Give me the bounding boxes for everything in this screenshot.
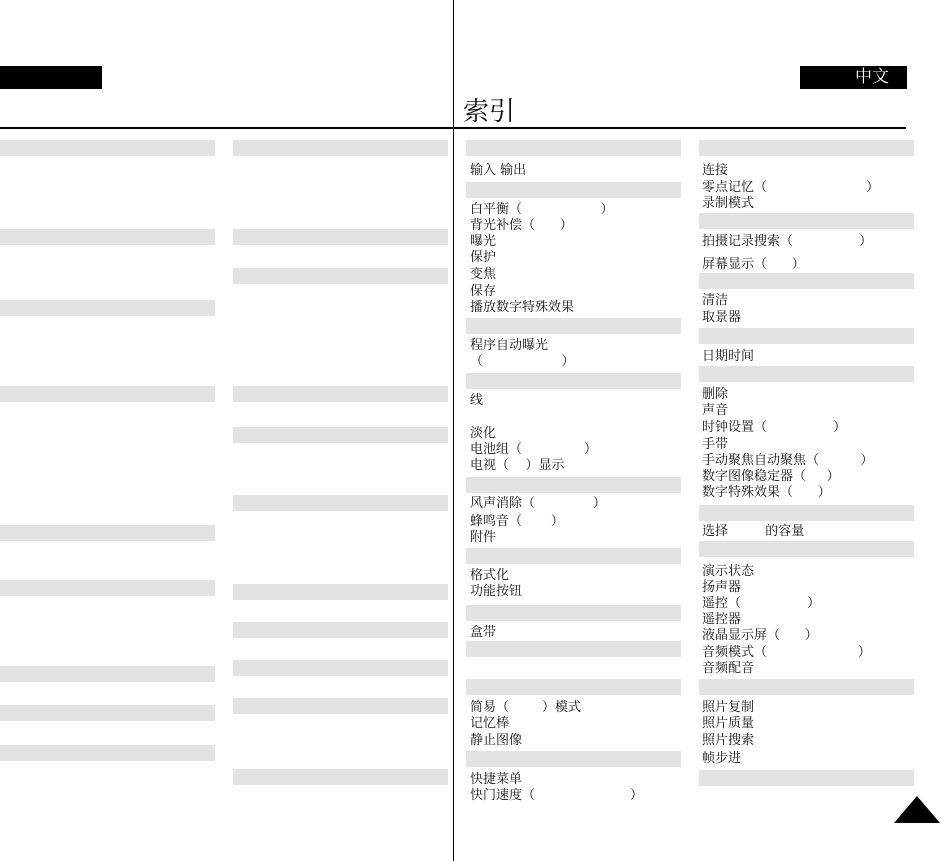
index-entry: 日期时间 xyxy=(702,349,755,364)
header-rule xyxy=(0,127,906,129)
index-entry: 保存 xyxy=(470,284,497,299)
index-entry: 手动聚焦自动聚焦（ ） xyxy=(702,453,874,468)
index-entry: 盒带 xyxy=(470,625,497,640)
index-letter-bar xyxy=(699,505,914,521)
index-letter-bar xyxy=(466,679,681,695)
index-entry: 白平衡（ ） xyxy=(470,202,614,217)
index-entry: 程序自动曝光 xyxy=(470,338,549,353)
center-divider xyxy=(453,0,454,861)
index-letter-bar xyxy=(233,140,448,156)
index-letter-bar xyxy=(699,770,914,786)
index-entry: 格式化 xyxy=(470,568,510,583)
index-entry: 线 xyxy=(470,393,484,408)
index-letter-bar xyxy=(0,745,215,761)
index-letter-bar xyxy=(233,769,448,785)
up-triangle-icon[interactable] xyxy=(894,796,940,823)
index-entry: 扬声器 xyxy=(702,580,742,595)
index-letter-bar xyxy=(233,268,448,284)
index-entry: 照片搜索 xyxy=(702,733,755,748)
index-entry: 音频模式（ ） xyxy=(702,645,871,660)
index-entry: 保护 xyxy=(470,250,497,265)
index-entry: 照片复制 xyxy=(702,700,755,715)
index-letter-bar xyxy=(699,366,914,382)
index-entry: 遥控（ ） xyxy=(702,596,821,611)
index-letter-bar xyxy=(466,641,681,657)
index-entry: 零点记忆（ ） xyxy=(702,180,880,195)
index-letter-bar xyxy=(466,751,681,767)
index-entry: 清洁 xyxy=(702,293,729,308)
index-entry: 电视（ ）显示 xyxy=(470,458,565,473)
index-entry: 照片质量 xyxy=(702,716,755,731)
index-letter-bar xyxy=(233,427,448,443)
index-entry: 电池组（ ） xyxy=(470,442,597,457)
index-entry: 快捷菜单 xyxy=(470,772,523,787)
index-entry: 静止图像 xyxy=(470,733,523,748)
index-entry: 播放数字特殊效果 xyxy=(470,300,575,315)
index-letter-bar xyxy=(466,140,681,156)
index-entry: 数字特殊效果（ ） xyxy=(702,485,831,500)
index-entry: 功能按钮 xyxy=(470,584,523,599)
index-entry: 屏幕显示（ ） xyxy=(702,257,805,272)
index-entry: 背光补偿（ ） xyxy=(470,218,573,233)
index-entry: 取景器 xyxy=(702,310,742,325)
left-page-tab xyxy=(0,66,102,89)
index-entry: 音频配音 xyxy=(702,661,755,676)
index-entry: 录制模式 xyxy=(702,196,755,211)
index-letter-bar xyxy=(233,660,448,676)
index-entry: 手带 xyxy=(702,437,729,452)
index-letter-bar xyxy=(466,318,681,334)
index-letter-bar xyxy=(699,273,914,289)
index-letter-bar xyxy=(0,386,215,402)
index-letter-bar xyxy=(0,525,215,541)
index-entry: 声音 xyxy=(702,403,729,418)
index-letter-bar xyxy=(233,229,448,245)
index-letter-bar xyxy=(699,213,914,229)
index-entry: 帧步进 xyxy=(702,751,742,766)
index-entry: 变焦 xyxy=(470,267,497,282)
index-entry: 时钟设置（ ） xyxy=(702,420,847,435)
index-entry: 拍摄记录搜索（ ） xyxy=(702,234,873,249)
index-letter-bar xyxy=(233,622,448,638)
index-letter-bar xyxy=(699,541,914,557)
index-entry: 删除 xyxy=(702,387,729,402)
index-entry: 演示状态 xyxy=(702,564,755,579)
index-letter-bar xyxy=(233,584,448,600)
index-entry: 记忆棒 xyxy=(470,716,510,731)
index-letter-bar xyxy=(0,580,215,596)
index-letter-bar xyxy=(0,140,215,156)
language-tab: 中文 xyxy=(800,66,907,89)
index-entry: 曝光 xyxy=(470,234,497,249)
index-letter-bar xyxy=(466,477,681,493)
index-entry: 风声消除（ ） xyxy=(470,496,606,511)
index-letter-bar xyxy=(0,300,215,316)
index-entry: 淡化 xyxy=(470,426,497,441)
index-entry: 输入 输出 xyxy=(470,163,527,178)
index-entry: 快门速度（ ） xyxy=(470,788,644,803)
index-letter-bar xyxy=(0,229,215,245)
index-entry: 连接 xyxy=(702,163,729,178)
index-letter-bar xyxy=(699,328,914,344)
index-entry: 液晶显示屏（ ） xyxy=(702,628,818,643)
index-letter-bar xyxy=(233,495,448,511)
index-letter-bar xyxy=(466,548,681,564)
index-entry: 简易（ ）模式 xyxy=(470,700,582,715)
index-entry: （ ） xyxy=(470,354,575,369)
index-letter-bar xyxy=(233,698,448,714)
index-entry: 选择 的容量 xyxy=(702,524,805,539)
index-letter-bar xyxy=(699,140,914,156)
index-letter-bar xyxy=(466,605,681,621)
index-letter-bar xyxy=(699,679,914,695)
index-entry: 数字图像稳定器（ ） xyxy=(702,469,840,484)
index-letter-bar xyxy=(466,373,681,389)
index-entry: 遥控器 xyxy=(702,612,742,627)
index-letter-bar xyxy=(0,705,215,721)
index-letter-bar xyxy=(0,666,215,682)
index-letter-bar xyxy=(466,182,681,198)
page-title: 索引 xyxy=(463,97,516,127)
index-entry: 蜂鸣音（ ） xyxy=(470,514,564,529)
index-entry: 附件 xyxy=(470,530,497,545)
index-letter-bar xyxy=(233,386,448,402)
